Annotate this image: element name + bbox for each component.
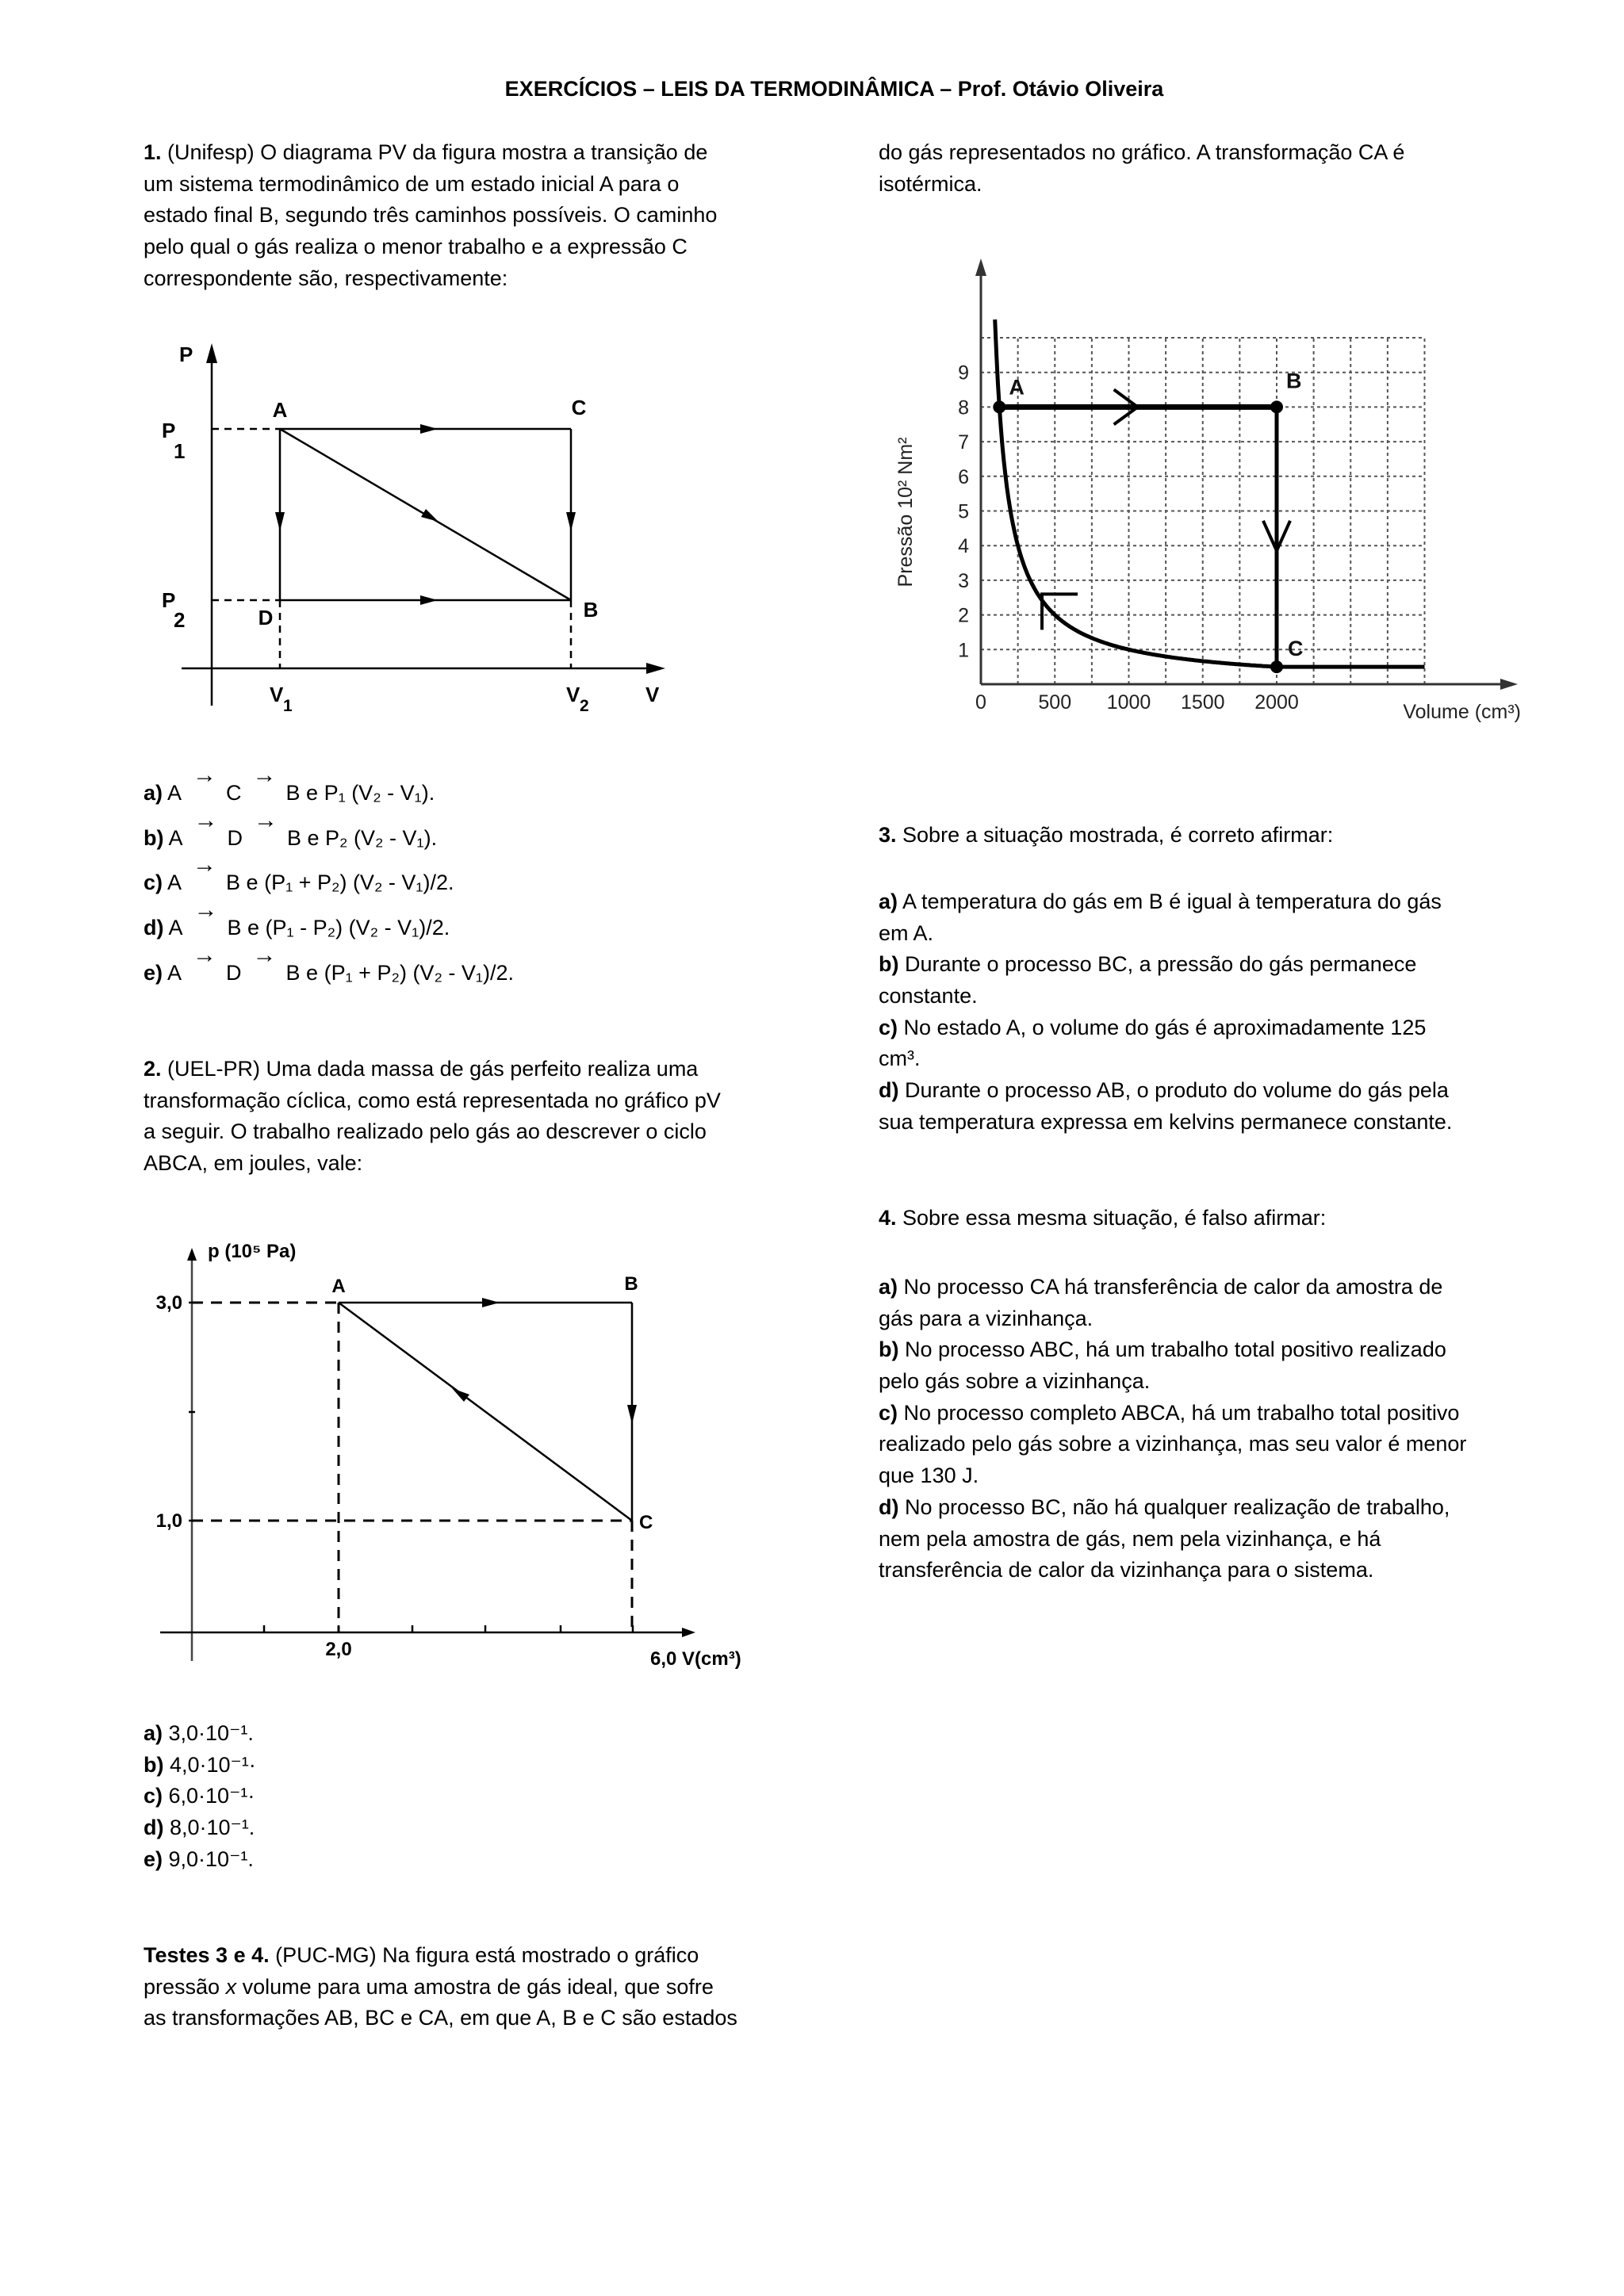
- option-text: Durante o processo BC, a pressão do gás permanece: [898, 952, 1417, 977]
- question-text: do gás representados no gráfico. A transformação CA é: [879, 140, 1405, 164]
- state: A: [168, 826, 183, 850]
- question-number: 1.: [144, 140, 162, 164]
- option-b: [144, 807, 438, 854]
- question-2: [144, 1054, 721, 1180]
- question-text: Sobre a situação mostrada, é correto afirmar:: [896, 823, 1334, 847]
- y-tick-label: 8: [958, 396, 969, 419]
- y-tick-label: 3,0: [155, 1292, 182, 1314]
- label-v1-sub: 1: [283, 697, 293, 715]
- label-v2: V: [566, 683, 580, 706]
- point-c-label: C: [1288, 637, 1304, 661]
- y-tick-label: 4: [958, 535, 969, 558]
- arrow-down-icon: [627, 1405, 637, 1424]
- option-text: A temperatura do gás em B é igual à temperatura do gás: [898, 890, 1442, 913]
- point-a-label: A: [272, 398, 288, 422]
- y-tick-label: 7: [958, 431, 969, 454]
- arrow-down-icon: [275, 512, 285, 531]
- question-number: 4.: [879, 1206, 897, 1230]
- point-b: [1270, 400, 1283, 413]
- option-expression: B e (P₁ - P₂) (V₂ - V₁)/2.: [227, 916, 450, 939]
- axis-ticks: [189, 1303, 633, 1632]
- page-title: EXERCÍCIOS – LEIS DA TERMODINÂMICA – Prof. Otávio Oliveira: [504, 77, 1164, 101]
- option-text: que 130 J.: [879, 1464, 979, 1488]
- question-3-options: [879, 886, 1452, 1138]
- option-text: 8,0·10⁻¹.: [163, 1816, 255, 1840]
- option-label: b): [879, 1337, 899, 1362]
- option-text: pelo gás sobre a vizinhança.: [879, 1369, 1151, 1394]
- pv-diagram-2: [135, 1229, 769, 1681]
- option-label: d): [879, 1078, 899, 1103]
- option-label: e): [144, 1846, 163, 1871]
- arrow-right-icon: →: [193, 762, 217, 788]
- pv-diagram-1: [151, 325, 682, 721]
- option-label: b): [879, 952, 899, 977]
- option-expression: B e (P₁ + P₂) (V₂ - V₁)/2.: [226, 871, 454, 894]
- question-text: x: [225, 1974, 237, 1999]
- question-3: [879, 820, 1333, 851]
- label-p2: P: [162, 588, 176, 612]
- question-text: ABCA, em joules, vale:: [144, 1151, 363, 1176]
- label-p2-sub: 2: [174, 608, 186, 632]
- arrow-up-icon: [187, 1248, 197, 1261]
- option-text: 3,0·10⁻¹.: [163, 1721, 254, 1745]
- arrow-up-icon: [206, 343, 217, 363]
- state: C: [226, 781, 242, 805]
- point-b-label: B: [583, 598, 599, 622]
- arrow-up-icon: [975, 258, 986, 276]
- option-label: d): [144, 1816, 164, 1840]
- state: A: [168, 916, 183, 939]
- option-expression: B e P₁ (V₂ - V₁).: [285, 781, 435, 805]
- question-number: 2.: [144, 1057, 162, 1081]
- option-e: [144, 942, 515, 989]
- arrow-right-icon: →: [193, 851, 217, 878]
- label-v1: V: [270, 683, 284, 706]
- question-text: pressão: [144, 1974, 226, 1999]
- arrow-right-icon: →: [193, 807, 218, 833]
- question-4-options: [879, 1272, 1466, 1586]
- pressure-volume-chart: [880, 250, 1538, 733]
- tests-3-4-intro: [144, 1940, 737, 2034]
- point-b-label: B: [624, 1273, 638, 1295]
- option-label: e): [144, 961, 163, 985]
- state: A: [167, 961, 182, 985]
- option-text: No processo CA há transferência de calor da amostra de: [898, 1275, 1443, 1299]
- label-v2-sub: 2: [580, 697, 589, 715]
- x-tick-label: 2,0: [325, 1639, 352, 1660]
- arrow-right-icon: →: [252, 942, 277, 968]
- option-text: constante.: [879, 984, 978, 1008]
- question-text: (Unifesp) O diagrama PV da figura mostra a transição de: [161, 140, 708, 164]
- option-label: a): [879, 1275, 898, 1299]
- option-label: a): [144, 781, 163, 805]
- question-text: pelo qual o gás realiza o menor trabalho e a expressão C: [144, 235, 688, 259]
- option-label: d): [879, 1494, 899, 1519]
- state: A: [167, 871, 182, 894]
- question-number: Testes 3 e 4.: [144, 1943, 270, 1967]
- option-label: a): [879, 890, 898, 913]
- x-tick-label: 0: [975, 691, 986, 714]
- option-text: No processo completo ABCA, há um trabalho total positivo: [898, 1400, 1460, 1425]
- option-label: c): [879, 1400, 898, 1425]
- point-c-label: C: [639, 1512, 653, 1533]
- question-text: a seguir. O trabalho realizado pelo gás ao descrever o ciclo: [144, 1119, 707, 1144]
- point-a: [993, 400, 1005, 413]
- question-text: correspondente são, respectivamente:: [144, 266, 508, 290]
- chart-grid: [981, 338, 1425, 684]
- question-4: [879, 1203, 1326, 1234]
- x-tick-label: 500: [1038, 691, 1072, 714]
- x-tick-label: 1000: [1106, 691, 1151, 714]
- axis-label-v: V: [645, 683, 660, 706]
- axis-label-v: 6,0 V(cm³): [650, 1648, 741, 1670]
- option-label: c): [144, 871, 163, 894]
- option-text: 6,0·10⁻¹·: [163, 1784, 255, 1808]
- question-text: estado final B, segundo três caminhos possíveis. O caminho: [144, 203, 718, 228]
- y-tick-label: 1: [958, 639, 969, 662]
- y-tick-label: 6: [958, 465, 969, 488]
- option-text: cm³.: [879, 1047, 921, 1071]
- x-axis-label: Volume (cm³): [1403, 701, 1521, 723]
- option-text: sua temperatura expressa em kelvins permanece constante.: [879, 1109, 1453, 1134]
- axis-label-p: P: [179, 342, 193, 366]
- option-label: b): [144, 1752, 164, 1777]
- point-b-label: B: [1286, 369, 1302, 393]
- point-c-label: C: [571, 396, 587, 419]
- arrow-right-icon: [682, 1628, 695, 1637]
- question-text: as transformações AB, BC e CA, em que A, B e C são estados: [144, 2006, 737, 2030]
- question-1: [144, 137, 717, 294]
- option-expression: B e P₂ (V₂ - V₁).: [287, 826, 438, 850]
- question-2-options: [144, 1718, 256, 1875]
- option-text: No estado A, o volume do gás é aproximadamente 125: [898, 1015, 1427, 1039]
- path-ca: [339, 1303, 632, 1521]
- option-text: em A.: [879, 920, 934, 945]
- question-text: volume para uma amostra de gás ideal, que sofre: [236, 1974, 714, 1999]
- question-text: (PUC-MG) Na figura está mostrado o gráfico: [269, 1943, 699, 1967]
- option-text: No processo BC, não há qualquer realização de trabalho,: [898, 1494, 1450, 1519]
- arrow-right-icon: →: [252, 762, 277, 788]
- option-label: d): [144, 916, 164, 939]
- question-text: transformação cíclica, como está representada no gráfico pV: [144, 1088, 721, 1112]
- y-tick-label: 1,0: [155, 1510, 182, 1532]
- arrow-right-icon: →: [193, 897, 218, 923]
- guide-lines: [212, 429, 571, 668]
- label-p1-sub: 1: [174, 439, 186, 463]
- option-a: [144, 762, 435, 809]
- option-text: transferência de calor da vizinhança para o sistema.: [879, 1558, 1374, 1582]
- option-c: [144, 851, 454, 898]
- arrow-right-icon: →: [254, 807, 278, 833]
- y-tick-label: 9: [958, 362, 969, 385]
- y-tick-label: 5: [958, 500, 969, 523]
- option-text: No processo ABC, há um trabalho total positivo realizado: [898, 1337, 1446, 1362]
- point-a-label: A: [331, 1276, 346, 1297]
- arrow-down-icon: [566, 512, 576, 531]
- label-p1: P: [162, 419, 176, 442]
- option-text: realizado pelo gás sobre a vizinhança, mas seu valor é menor: [879, 1432, 1467, 1456]
- option-label: a): [144, 1721, 163, 1745]
- point-c: [1270, 660, 1283, 673]
- option-text: 9,0·10⁻¹.: [163, 1846, 254, 1871]
- option-label: b): [144, 826, 164, 850]
- x-tick-label: 2000: [1254, 691, 1299, 714]
- option-text: nem pela amostra de gás, nem pela vizinhança, e há: [879, 1526, 1381, 1551]
- option-text: 4,0·10⁻¹·: [163, 1752, 256, 1777]
- option-text: Durante o processo AB, o produto do volume do gás pela: [898, 1078, 1449, 1103]
- question-text: (UEL-PR) Uma dada massa de gás perfeito realiza uma: [161, 1057, 699, 1081]
- arrow-right-icon: [482, 1298, 500, 1307]
- y-axis-label: Pressão 10² Nm²: [894, 437, 917, 587]
- arrow-up-left-icon: [1042, 594, 1078, 629]
- arrow-right-icon: [420, 424, 438, 434]
- chart-labels: [958, 362, 1303, 714]
- tests-3-4-intro-continued: [879, 137, 1404, 200]
- y-tick-label: 2: [958, 604, 969, 627]
- point-a-label: A: [1009, 375, 1025, 400]
- option-text: gás para a vizinhança.: [879, 1306, 1094, 1330]
- option-label: c): [879, 1015, 898, 1039]
- state: D: [226, 961, 242, 985]
- arrow-right-icon: [1500, 679, 1518, 690]
- point-d-label: D: [258, 606, 274, 629]
- option-d: [144, 897, 450, 943]
- arrow-right-icon: →: [193, 942, 217, 968]
- guide-lines: [192, 1303, 632, 1632]
- arrow-diagonal-icon: [421, 509, 439, 522]
- arrow-right-icon: [646, 663, 665, 674]
- arrow-right-icon: [420, 595, 438, 605]
- state: D: [227, 826, 243, 850]
- question-text: um sistema termodinâmico de um estado inicial A para o: [144, 171, 680, 196]
- option-expression: B e (P₁ + P₂) (V₂ - V₁)/2.: [285, 961, 515, 985]
- arrow-diagonal-icon: [452, 1388, 469, 1402]
- option-label: c): [144, 1784, 163, 1808]
- x-tick-label: 1500: [1180, 691, 1225, 714]
- chart-axes: [975, 258, 1518, 690]
- y-tick-label: 3: [958, 569, 969, 592]
- question-text: isotérmica.: [879, 171, 982, 196]
- question-number: 3.: [879, 823, 897, 847]
- question-text: Sobre essa mesma situação, é falso afirmar:: [896, 1206, 1327, 1230]
- state: A: [167, 781, 182, 805]
- axis-label-p: p (10⁵ Pa): [208, 1241, 297, 1262]
